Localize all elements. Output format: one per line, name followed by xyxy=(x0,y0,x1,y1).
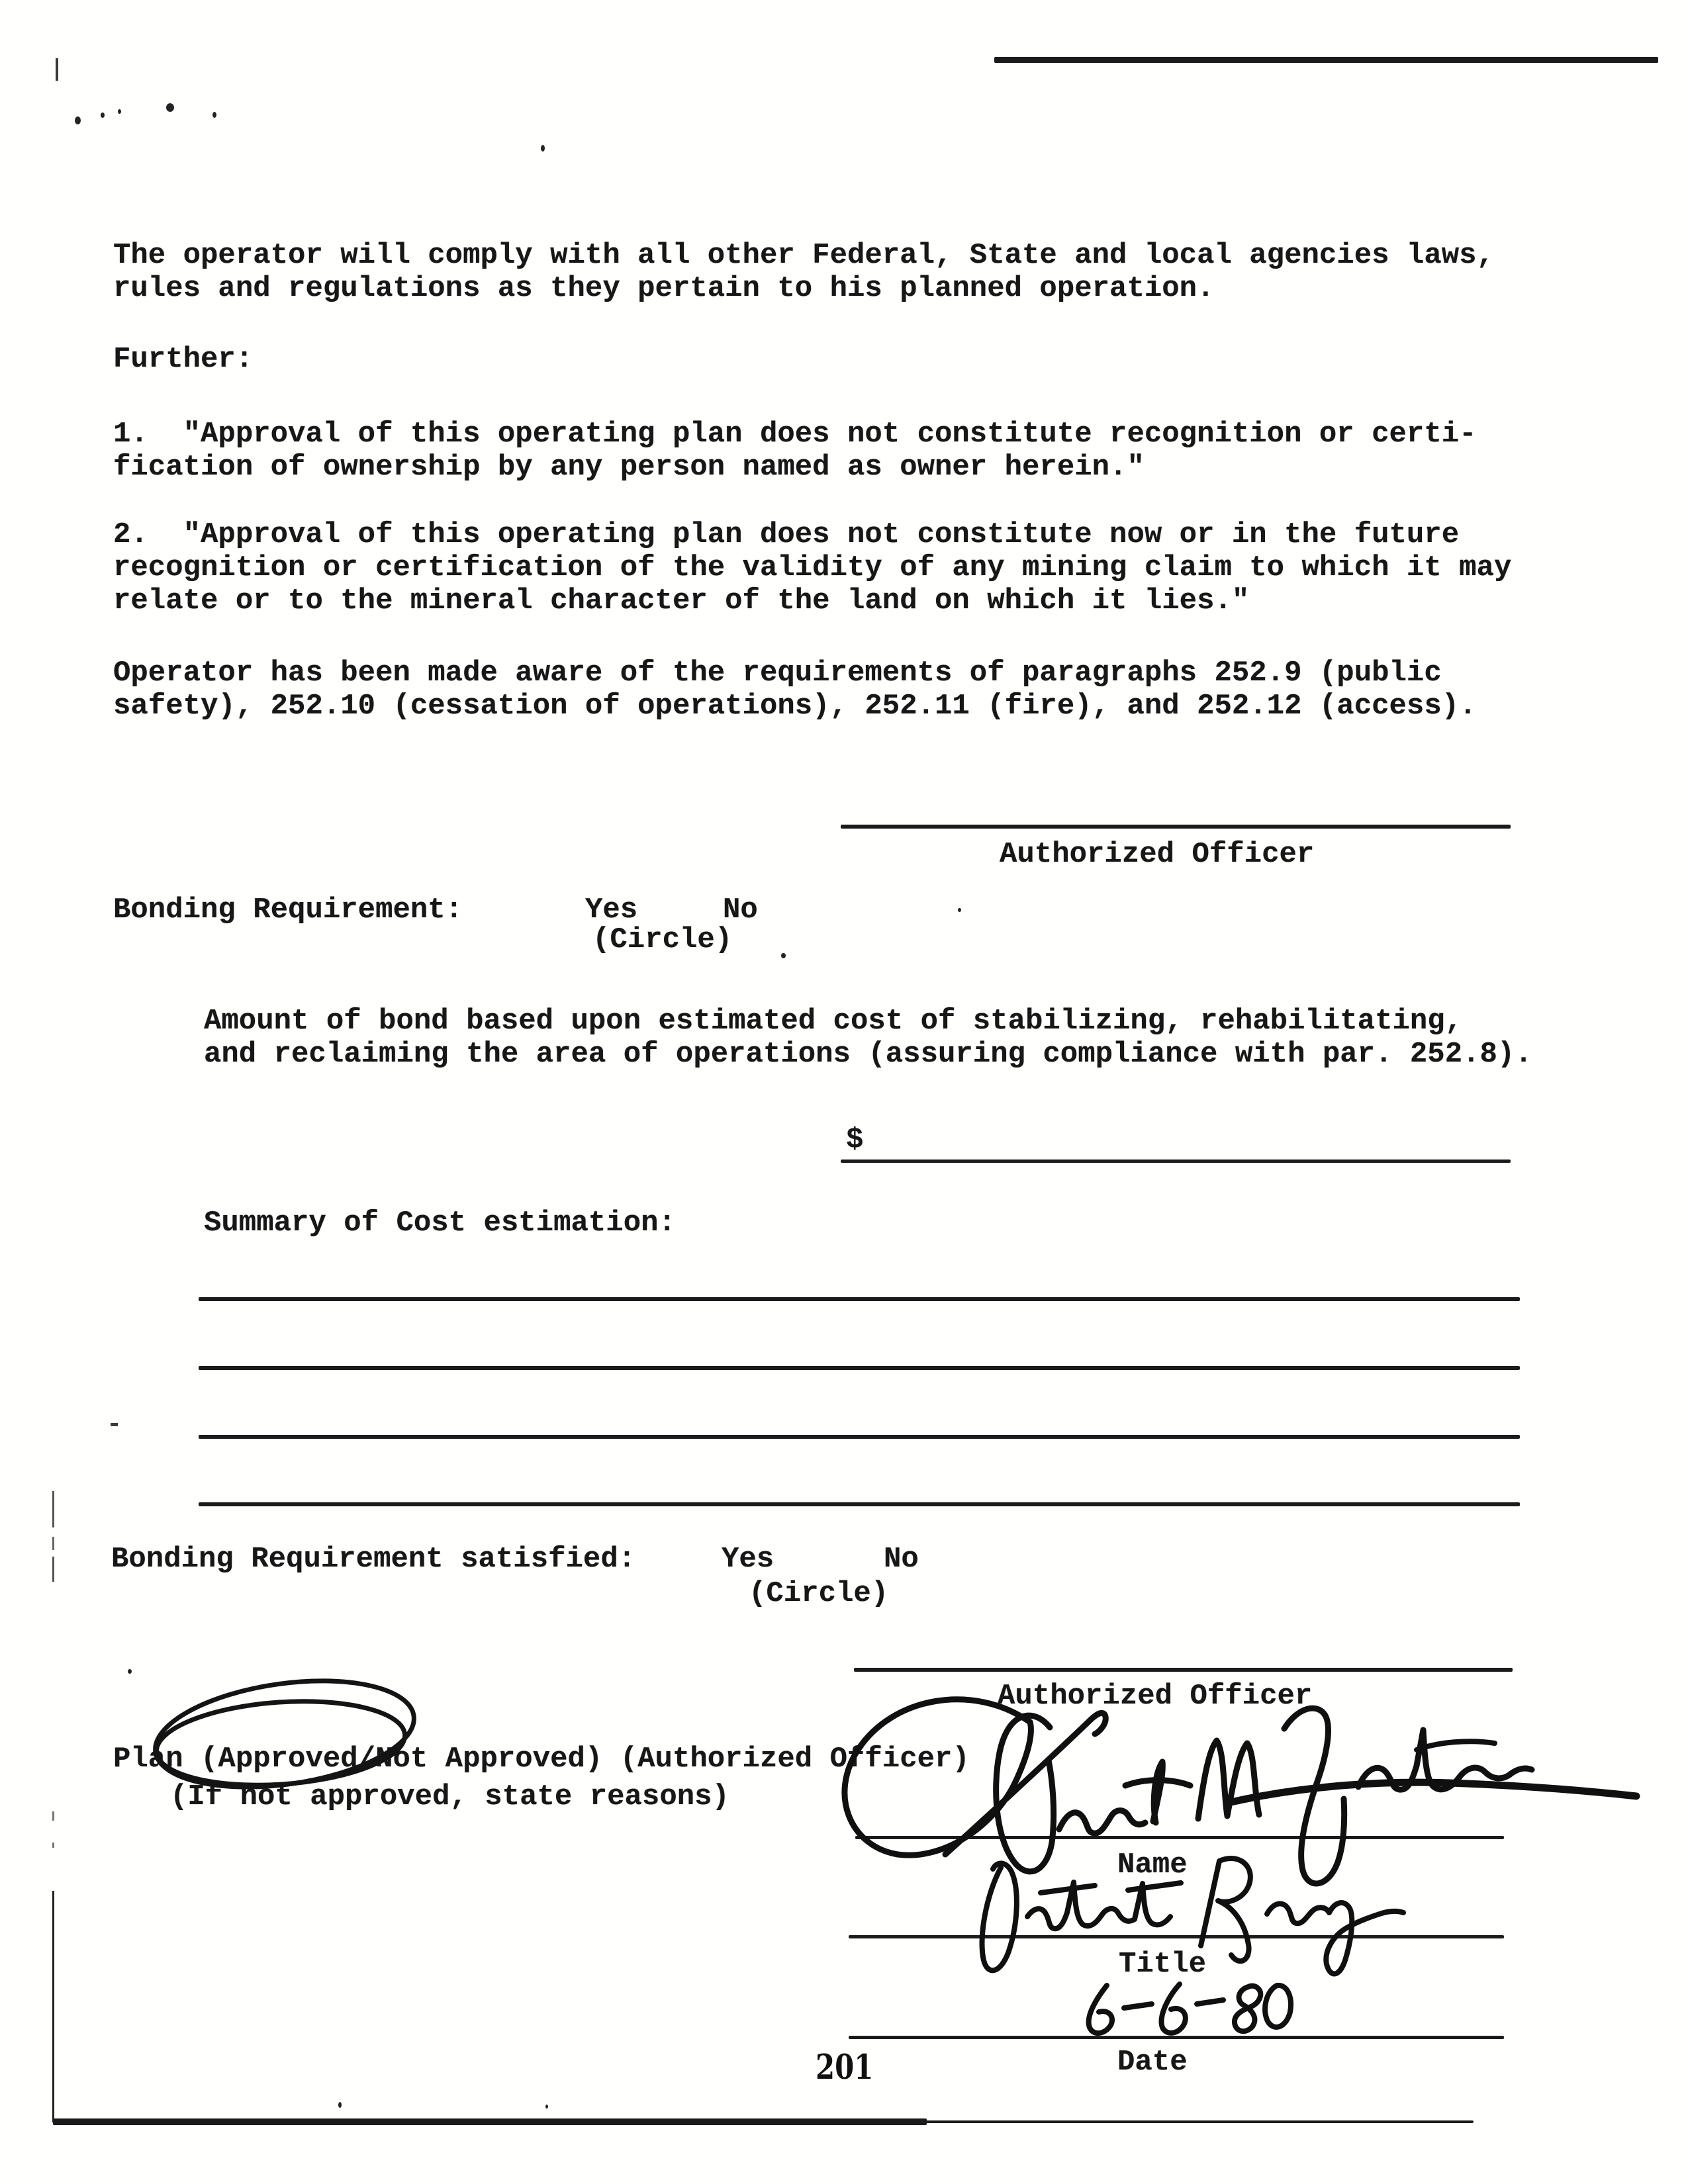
bonding-requirement-label: Bonding Requirement: xyxy=(113,893,463,927)
scan-artifact-margin-dash xyxy=(52,1557,54,1582)
scan-speck xyxy=(128,1669,132,1674)
scan-speck xyxy=(111,1423,118,1426)
cost-summary-blank-line xyxy=(199,1435,1520,1439)
scan-speck xyxy=(75,116,81,124)
compliance-paragraph-line: rules and regulations as they pertain to his planned operation. xyxy=(113,272,1215,305)
disclaimer-item-1-line: fication of ownership by any person named as owner herein." xyxy=(113,451,1145,484)
bonding-requirement-no-option: No xyxy=(723,893,758,927)
scan-speck xyxy=(541,145,545,152)
cost-summary-blank-line xyxy=(199,1366,1520,1370)
scan-speck xyxy=(545,2105,548,2109)
disclaimer-item-2-line: recognition or certification of the validity of any mining claim to which it may xyxy=(113,551,1512,584)
scan-speck xyxy=(166,103,174,112)
title-field-line xyxy=(849,1935,1504,1938)
bonding-requirement-yes-option: Yes xyxy=(585,893,638,927)
name-field-line xyxy=(855,1836,1504,1839)
signature-date-handwriting xyxy=(1089,1984,1291,2033)
compliance-paragraph-line: The operator will comply with all other Federal, State and local agencies laws, xyxy=(113,239,1494,272)
circle-instruction: (Circle) xyxy=(592,923,733,956)
authorized-officer-signature-line xyxy=(854,1668,1513,1672)
bond-amount-blank-line xyxy=(841,1160,1511,1163)
disclaimer-item-2-line: 2. "Approval of this operating plan does not constitute now or in the future xyxy=(113,518,1460,551)
scan-artifact-bottom-line xyxy=(53,2118,927,2125)
bonding-satisfied-yes-option: Yes xyxy=(722,1543,774,1576)
circle-instruction: (Circle) xyxy=(749,1577,889,1610)
scan-speck xyxy=(338,2102,342,2108)
scan-artifact-margin-dash xyxy=(52,1537,54,1550)
cost-summary-blank-line xyxy=(199,1502,1520,1506)
scan-artifact-margin-dash xyxy=(52,1843,54,1848)
cost-summary-label: Summary of Cost estimation: xyxy=(204,1206,676,1240)
scan-speck xyxy=(958,908,961,912)
approval-reasons-line: (If not approved, state reasons) xyxy=(170,1780,729,1813)
scan-speck xyxy=(118,109,121,114)
cost-summary-blank-line xyxy=(199,1297,1520,1301)
scan-artifact-bottom-line xyxy=(924,2120,1474,2123)
authorized-officer-signature-line xyxy=(841,825,1511,829)
date-field-line xyxy=(849,2036,1504,2039)
scan-speck xyxy=(781,953,786,958)
scan-artifact-margin-dash xyxy=(52,1811,54,1821)
scan-artifact-top-line xyxy=(994,57,1658,63)
bonding-satisfied-label: Bonding Requirement satisfied: xyxy=(111,1543,636,1576)
scan-artifact-margin-line xyxy=(52,1891,54,2122)
plan-approval-line: Plan (Approved/Not Approved) (Authorized Officer) xyxy=(113,1743,970,1776)
signature-name-handwriting xyxy=(845,1700,1636,1884)
title-field-label: Title xyxy=(1119,1948,1207,1981)
bond-amount-paragraph-line: Amount of bond based upon estimated cost of stabilizing, rehabilitating, xyxy=(204,1005,1463,1038)
scan-artifact-margin-dash xyxy=(52,1491,54,1527)
disclaimer-item-2-line: relate or to the mineral character of the land on which it lies." xyxy=(113,584,1250,617)
scan-artifact-margin-tick xyxy=(56,58,58,81)
scan-speck xyxy=(101,113,105,118)
bonding-satisfied-no-option: No xyxy=(884,1543,919,1576)
name-field-label: Name xyxy=(1117,1848,1188,1882)
bond-amount-paragraph-line: and reclaiming the area of operations (assuring compliance with par. 252.8). xyxy=(204,1038,1532,1071)
further-label: Further: xyxy=(113,343,254,376)
page-number: 201 xyxy=(816,2048,874,2087)
authorized-officer-label: Authorized Officer xyxy=(998,1680,1313,1713)
scan-speck xyxy=(212,112,216,118)
date-field-label: Date xyxy=(1117,2046,1188,2079)
disclaimer-item-1-line: 1. "Approval of this operating plan does not constitute recognition or certi- xyxy=(113,418,1477,451)
dollar-sign: $ xyxy=(846,1124,864,1157)
awareness-paragraph-line: safety), 252.10 (cessation of operations), 252.11 (fire), and 252.12 (access). xyxy=(113,690,1477,723)
awareness-paragraph-line: Operator has been made aware of the requirements of paragraphs 252.9 (public xyxy=(113,657,1442,690)
authorized-officer-label: Authorized Officer xyxy=(1000,838,1315,871)
